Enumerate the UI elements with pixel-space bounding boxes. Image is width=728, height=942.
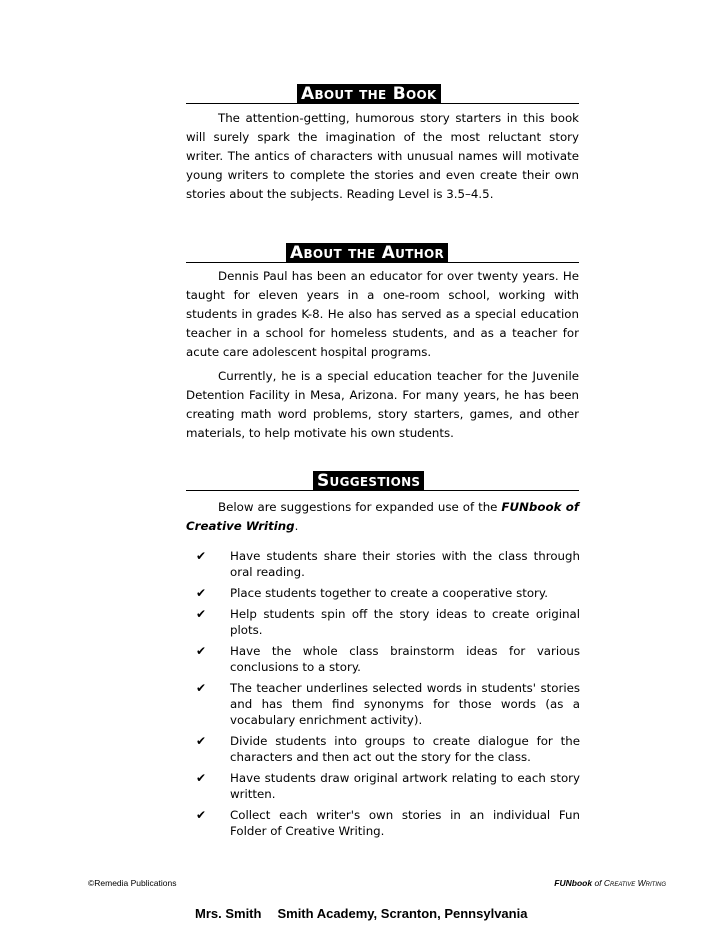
suggestions-heading-label: Suggestions [313, 471, 424, 491]
list-item [196, 643, 580, 675]
check-icon: ✔ [196, 771, 207, 785]
about-book-heading-label: About the Book [297, 84, 441, 104]
intro-book-title: FUNbook of Creative Writing [186, 500, 579, 533]
list-item [196, 606, 580, 638]
intro-suffix: . [294, 519, 299, 533]
teacher-stamp [195, 906, 527, 921]
suggestions-intro-text [186, 498, 579, 536]
about-book-heading [186, 84, 579, 104]
list-item-text: Divide students into groups to create dialogue for the characters and then act out the story for the class. [230, 734, 580, 764]
about-author-section [186, 267, 579, 443]
footer-book-title [554, 878, 666, 888]
check-icon: ✔ [196, 586, 207, 600]
list-item-text: Have the whole class brainstorm ideas for various conclusions to a story. [230, 644, 580, 674]
suggestions-heading [186, 471, 579, 491]
about-author-paragraph-2: Currently, he is a special education teacher for the Juvenile Detention Facility in Mesa, Arizona. For many years, he has been creating math word problems, story starters, games, and other materials, to help motivate his own students. [186, 369, 579, 440]
about-book-paragraph: The attention-getting, humorous story starters in this book will surely spark the imagination of the most reluctant story writer. The antics of characters with unusual names will motivate young writers to complete the stories and even create their own stories about the subjects. Reading Level is 3.5–4.5. [186, 111, 579, 201]
list-item-text: The teacher underlines selected words in students' stories and has them find synonyms for those words (as a vocabulary enrichment activity). [230, 681, 580, 727]
check-icon: ✔ [196, 644, 207, 658]
list-item [196, 807, 580, 839]
footer-creative-writing: Creative Writing [603, 878, 666, 888]
check-icon: ✔ [196, 607, 207, 621]
check-icon: ✔ [196, 681, 207, 695]
teacher-name: Mrs. Smith [195, 906, 262, 921]
footer-funbook: FUNbook [554, 878, 593, 888]
about-author-heading-label: About the Author [286, 243, 448, 263]
about-author-paragraph-1: Dennis Paul has been an educator for over twenty years. He taught for eleven years in a one-room school, working with students in grades K-8. He also has served as a special education teacher in a school for homeless students, and as a teacher for acute care adolescent hospital programs. [186, 269, 579, 359]
list-item-text: Have students share their stories with the class through oral reading. [230, 549, 580, 579]
footer-of: of [594, 878, 602, 888]
check-icon: ✔ [196, 549, 207, 563]
footer-copyright: ©Remedia Publications [88, 878, 177, 888]
list-item [196, 733, 580, 765]
intro-prefix: Below are suggestions for expanded use of the [218, 500, 502, 514]
about-author-heading [186, 243, 579, 263]
suggestions-intro [186, 498, 579, 536]
list-item-text: Place students together to create a cooperative story. [230, 586, 548, 600]
list-item [196, 585, 580, 601]
list-item-text: Help students spin off the story ideas to create original plots. [230, 607, 580, 637]
list-item-text: Have students draw original artwork relating to each story written. [230, 771, 580, 801]
list-item [196, 680, 580, 728]
list-item [196, 548, 580, 580]
check-icon: ✔ [196, 734, 207, 748]
about-book-section [186, 109, 579, 204]
list-item [196, 770, 580, 802]
school-name: Smith Academy, Scranton, Pennsylvania [277, 906, 528, 921]
suggestions-list [196, 548, 580, 844]
list-item-text: Collect each writer's own stories in an individual Fun Folder of Creative Writing. [230, 808, 580, 838]
check-icon: ✔ [196, 808, 207, 822]
